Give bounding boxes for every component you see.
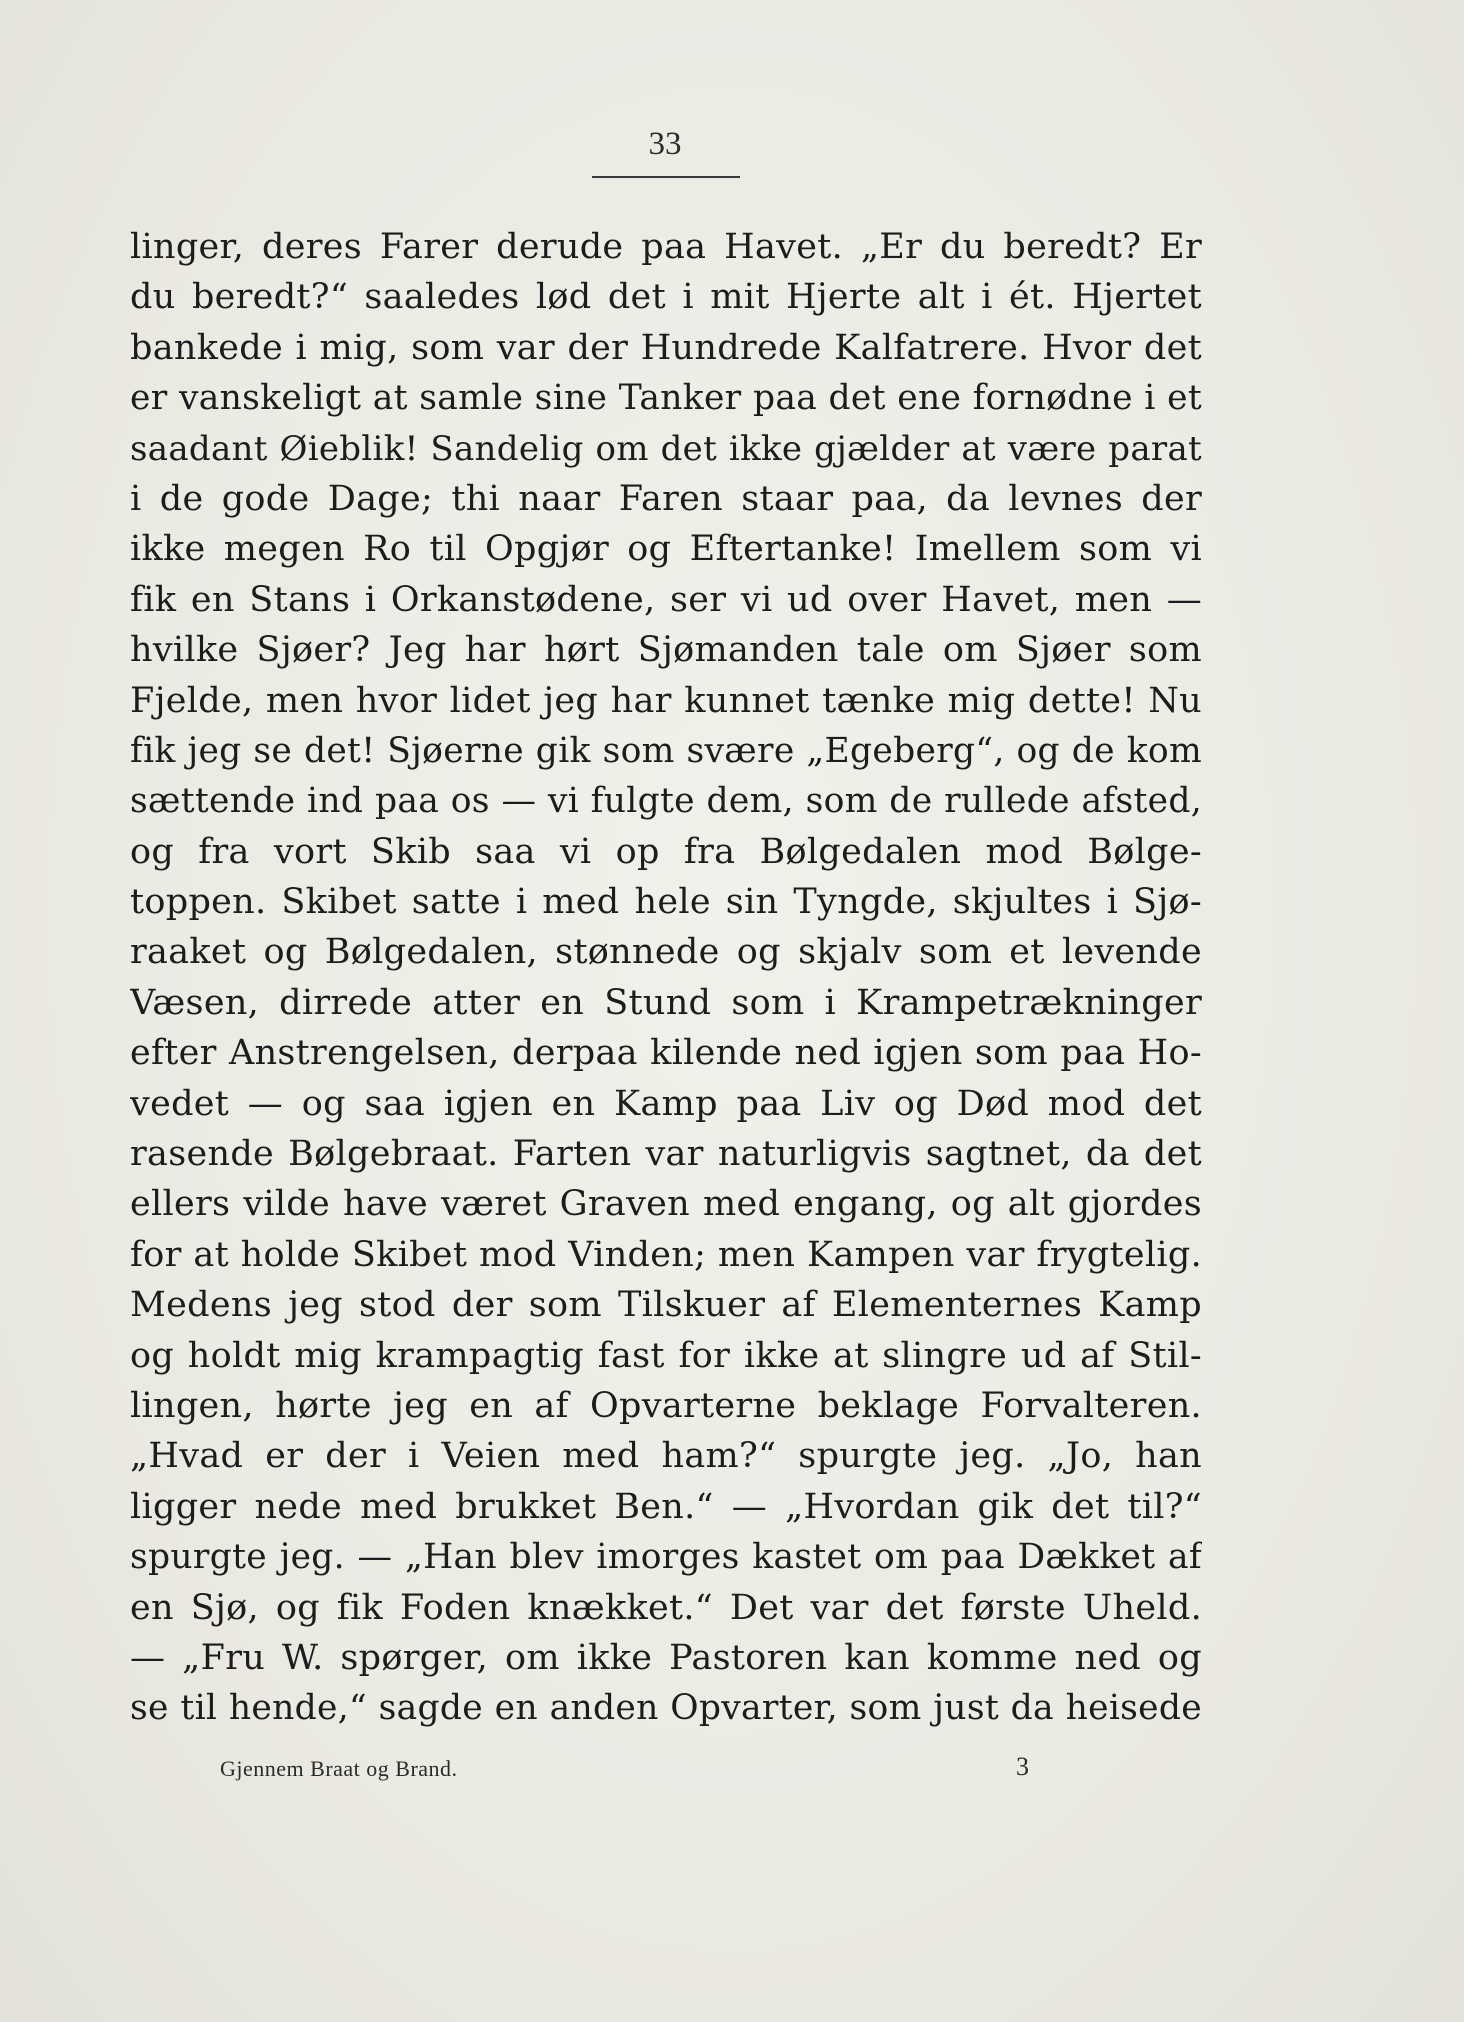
text-line: ligger nede med brukket Ben.“ — „Hvordan gik det til?“: [130, 1486, 1202, 1527]
text-line: bankede i mig, som var der Hundrede Kalfatrere. Hvor det: [130, 327, 1202, 368]
text-line: se til hende,“ sagde en anden Opvarter, som just da heisede: [130, 1688, 1202, 1729]
text-line: toppen. Skibet satte i med hele sin Tyngde, skjultes i Sjø-: [130, 882, 1202, 923]
text-line: Fjelde, men hvor lidet jeg har kunnet tænke mig dette! Nu: [130, 680, 1202, 721]
text-line: for at holde Skibet mod Vinden; men Kampen var frygtelig.: [130, 1234, 1202, 1275]
text-line: Medens jeg stod der som Tilskuer af Elementernes Kamp: [130, 1285, 1202, 1326]
text-line: „Hvad er der i Veien med ham?“ spurgte jeg. „Jo, han: [130, 1436, 1202, 1477]
text-line: linger, deres Farer derude paa Havet. „Er du beredt? Er: [130, 227, 1202, 267]
body-text: [130, 222, 1202, 1734]
text-line: hvilke Sjøer? Jeg har hørt Sjømanden tale om Sjøer som: [130, 630, 1202, 671]
text-line: vedet — og saa igjen en Kamp paa Liv og Død mod det: [130, 1083, 1202, 1124]
text-line: i de gode Dage; thi naar Faren staar paa, da levnes der: [130, 478, 1202, 519]
text-line: ikke megen Ro til Opgjør og Eftertanke! Imellem som vi: [130, 529, 1202, 570]
text-line: fik jeg se det! Sjøerne gik som svære „Egeberg“, og de kom: [130, 730, 1202, 771]
text-line: ellers vilde have været Graven med engang, og alt gjordes: [130, 1184, 1202, 1225]
text-line: fik en Stans i Orkanstødene, ser vi ud over Havet, men —: [130, 579, 1202, 620]
text-line: saadant Øieblik! Sandelig om det ikke gjælder at være parat: [130, 428, 1202, 469]
text-line: sættende ind paa os — vi fulgte dem, som de rullede afsted,: [130, 781, 1202, 822]
text-line: efter Anstrengelsen, derpaa kilende ned igjen som paa Ho-: [130, 1033, 1202, 1074]
footer-signature: Gjennem Braat og Brand.: [220, 1756, 458, 1781]
text-line: en Sjø, og fik Foden knækket.“ Det var det første Uheld.: [130, 1587, 1202, 1628]
page-number: 33: [648, 126, 682, 162]
text-line: Væsen, dirrede atter en Stund som i Krampetrækninger: [130, 982, 1202, 1023]
footer-sheet-number: 3: [1016, 1752, 1029, 1781]
text-line: rasende Bølgebraat. Farten var naturligvis sagtnet, da det: [130, 1134, 1202, 1175]
text-line: — „Fru W. spørger, om ikke Pastoren kan komme ned og: [130, 1637, 1202, 1678]
text-line: du beredt?“ saaledes lød det i mit Hjerte alt i ét. Hjertet: [130, 277, 1202, 318]
text-line: spurgte jeg. — „Han blev imorges kastet om paa Dækket af: [130, 1537, 1202, 1578]
text-line: raaket og Bølgedalen, stønnede og skjalv som et levende: [130, 932, 1202, 973]
text-line: og holdt mig krampagtig fast for ikke at slingre ud af Stil-: [130, 1335, 1202, 1376]
text-line: og fra vort Skib saa vi op fra Bølgedalen mod Bølge-: [130, 831, 1202, 872]
text-line: lingen, hørte jeg en af Opvarterne beklage Forvalteren.: [130, 1385, 1202, 1426]
text-line: er vanskeligt at samle sine Tanker paa det ene fornødne i et: [130, 378, 1202, 419]
header-rule: [592, 176, 740, 178]
